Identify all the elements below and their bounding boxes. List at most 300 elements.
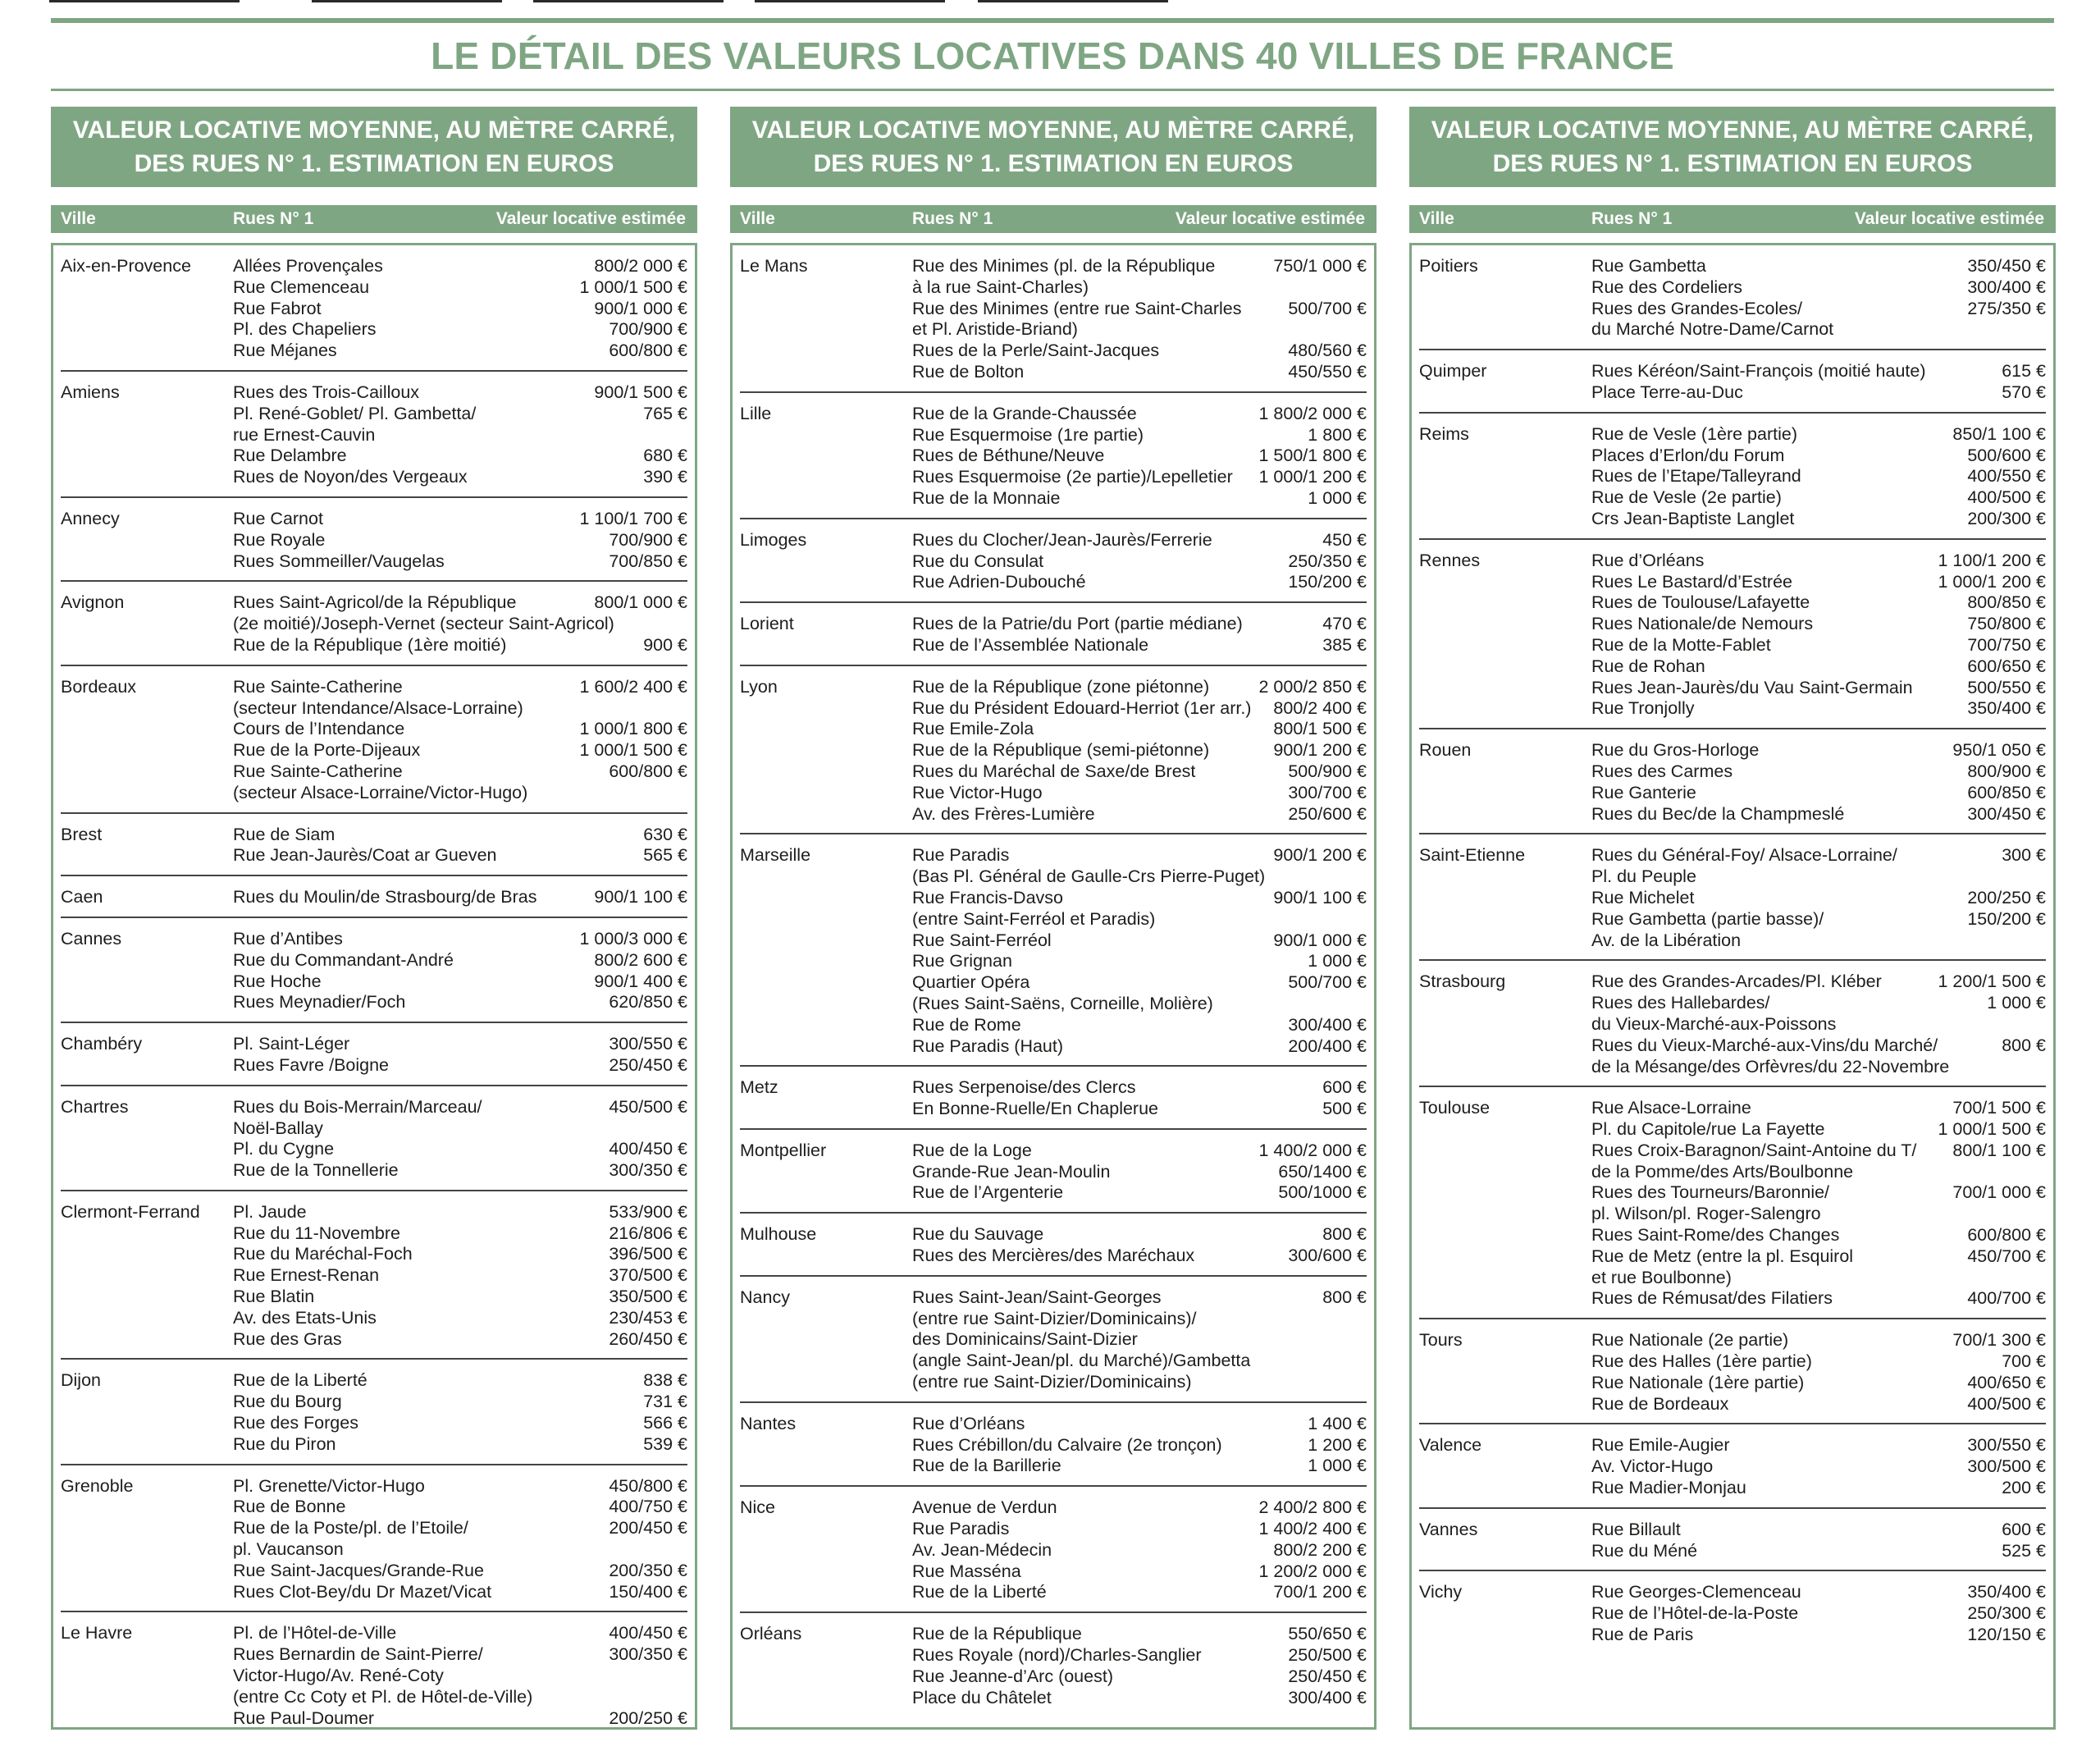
street-name: Rues du Bec/de la Champmeslé <box>1591 803 1845 824</box>
table-row <box>1591 1035 2046 1057</box>
table-row <box>912 951 1367 972</box>
city-name: Cannes <box>61 928 122 949</box>
rental-value: 400/550 € <box>1967 466 2046 487</box>
street-list <box>233 592 687 656</box>
city-name: Dijon <box>61 1370 101 1391</box>
table-row <box>233 1476 687 1497</box>
table-row <box>912 446 1367 467</box>
table-row <box>233 1666 687 1687</box>
rental-value: 600/800 € <box>609 761 687 781</box>
table-row <box>912 1287 1367 1309</box>
street-name: Rues des Hallebardes/ <box>1591 993 1770 1013</box>
street-name: Rue Gambetta (partie basse)/ <box>1591 908 1824 929</box>
table-row <box>233 299 687 320</box>
street-name: (secteur Alsace-Lorraine/Victor-Hugo) <box>233 782 528 802</box>
street-name: Rue Saint-Ferréol <box>912 930 1052 950</box>
rental-value: 1 000 € <box>1308 487 1367 508</box>
street-name: Rue Francis-Davso <box>912 887 1063 907</box>
rental-value: 600/800 € <box>609 341 687 361</box>
rental-value <box>1360 1329 1367 1351</box>
table-row <box>912 1582 1367 1603</box>
street-name: Rue de la République <box>912 1624 1082 1644</box>
street-name: Rue d’Orléans <box>912 1413 1025 1433</box>
rental-value: 400/500 € <box>1967 487 2046 508</box>
street-list <box>912 530 1367 593</box>
street-list <box>1591 1098 2046 1310</box>
section-heading-line1: VALEUR LOCATIVE MOYENNE, AU MÈTRE CARRÉ, <box>72 117 676 144</box>
rental-value: 150/400 € <box>609 1581 687 1602</box>
rental-value: 300/550 € <box>1967 1435 2046 1456</box>
city-block <box>61 372 687 498</box>
rental-value <box>681 425 687 446</box>
table-row <box>233 887 687 908</box>
rental-value: 700/1 000 € <box>1952 1182 2046 1203</box>
city-name: Le Mans <box>740 256 808 276</box>
rental-value: 200/250 € <box>609 1707 687 1728</box>
city-block <box>61 1086 687 1191</box>
rental-value: 400/700 € <box>1967 1288 2046 1309</box>
street-name: Av. de la Libération <box>1591 930 1742 950</box>
street-list <box>1591 551 2046 720</box>
rental-value: 600 € <box>1322 1077 1367 1098</box>
table-row <box>912 277 1367 299</box>
rental-value: 570 € <box>2002 382 2046 402</box>
street-name: Rue de la Tonnellerie <box>233 1160 399 1181</box>
rental-value: 385 € <box>1322 634 1367 655</box>
table-row <box>912 1456 1367 1477</box>
street-name: Rues Saint-Agricol/de la République <box>233 592 517 613</box>
rental-value: 200/350 € <box>609 1560 687 1580</box>
city-block <box>740 1403 1367 1487</box>
city-name: Le Havre <box>61 1623 133 1643</box>
street-list <box>912 1624 1367 1708</box>
street-list <box>1591 1330 2046 1415</box>
street-name: Rue Ernest-Renan <box>233 1265 380 1286</box>
city-name: Avignon <box>61 592 125 613</box>
rental-value: 1 200/2 000 € <box>1258 1561 1367 1581</box>
street-name: (Bas Pl. Général de Gaulle-Crs Pierre-Puget) <box>912 866 1266 887</box>
table-row <box>1591 466 2046 487</box>
rental-value: 900/1 000 € <box>594 298 687 318</box>
title-bottom-rule <box>51 89 2054 91</box>
table-row <box>912 1645 1367 1666</box>
street-name: Rue de Rome <box>912 1014 1021 1035</box>
rental-value: 1 400/2 400 € <box>1258 1519 1367 1539</box>
table-row <box>1591 382 2046 404</box>
table-row <box>233 992 687 1013</box>
table-row <box>233 1497 687 1518</box>
top-rule <box>755 0 945 2</box>
street-name: Rues de la Patrie/du Port (partie médiane) <box>912 614 1243 634</box>
table-row <box>233 698 687 720</box>
table-row <box>233 783 687 804</box>
city-name: Nancy <box>740 1287 790 1307</box>
rental-value: 731 € <box>643 1392 687 1412</box>
street-name: Rue Nationale (1ère partie) <box>1591 1372 1805 1392</box>
street-name: Rue de Paris <box>1591 1625 1694 1645</box>
street-name: Rues Kéréon/Saint-François (moitié haute) <box>1591 361 1926 382</box>
table-row <box>1591 993 2046 1014</box>
street-name: Rues du Bois-Merrain/Marceau/ <box>233 1096 482 1117</box>
rental-value: 300/700 € <box>1288 782 1367 802</box>
rental-value: 900/1 500 € <box>594 382 687 402</box>
rental-value: 450/550 € <box>1288 361 1367 382</box>
table-row <box>912 256 1367 277</box>
street-name: Rue Tronjolly <box>1591 698 1695 719</box>
table-row <box>233 825 687 846</box>
street-list <box>912 845 1367 1057</box>
city-name: Aix-en-Provence <box>61 256 191 276</box>
rental-value <box>2039 1057 2046 1078</box>
street-list <box>233 1370 687 1455</box>
city-block <box>61 1023 687 1086</box>
header-street-label: Rues N° 1 <box>1591 209 1673 228</box>
table-row <box>233 1287 687 1308</box>
rental-value <box>1360 1372 1367 1393</box>
street-name: du Vieux-Marché-aux-Poissons <box>1591 1013 1837 1034</box>
rental-value: 765 € <box>643 403 687 423</box>
table-row <box>233 1055 687 1077</box>
street-name: Rue d’Orléans <box>1591 550 1705 570</box>
street-name: Rues du Vieux-Marché-aux-Vins/du Marché/ <box>1591 1035 1938 1055</box>
city-name: Chambéry <box>61 1034 143 1054</box>
section-heading <box>730 107 1376 187</box>
street-name: Rues du Maréchal de Saxe/de Brest <box>912 761 1196 781</box>
rental-value: 700/900 € <box>609 529 687 550</box>
rental-value: 566 € <box>643 1413 687 1433</box>
street-name: Rues des Grandes-Ecoles/ <box>1591 298 1802 318</box>
table-row <box>912 404 1367 425</box>
table-row <box>233 1118 687 1140</box>
city-block <box>1419 414 2046 540</box>
rental-value: 200/400 € <box>1288 1035 1367 1056</box>
table-row <box>233 1413 687 1434</box>
city-name: Strasbourg <box>1419 971 1506 992</box>
street-name: Rues du Moulin/de Strasbourg/de Bras <box>233 887 537 907</box>
street-list <box>1591 1520 2046 1562</box>
street-name: Rue de l’Hôtel-de-la-Poste <box>1591 1603 1799 1624</box>
street-name: Rue de la Grande-Chaussée <box>912 403 1137 423</box>
table-row <box>912 1246 1367 1267</box>
city-block <box>1419 1571 2046 1653</box>
street-list <box>912 1141 1367 1204</box>
table-row <box>233 1329 687 1351</box>
table-row <box>1591 635 2046 656</box>
city-block <box>1419 350 2046 414</box>
rental-value: 396/500 € <box>609 1244 687 1264</box>
column-header-bar <box>730 205 1376 233</box>
table-row <box>1591 698 2046 720</box>
table-row <box>912 1224 1367 1246</box>
header-city-label: Ville <box>61 209 96 228</box>
rental-value: 700/1 500 € <box>1952 1098 2046 1118</box>
city-name: Brest <box>61 824 103 844</box>
street-list <box>1591 424 2046 530</box>
table-row <box>912 551 1367 573</box>
rental-value: 1 500/1 800 € <box>1258 446 1367 466</box>
rental-value: 650/1400 € <box>1278 1161 1367 1182</box>
street-name: Grande-Rue Jean-Moulin <box>912 1161 1111 1182</box>
rental-value: 1 200 € <box>1308 1434 1367 1455</box>
rental-value: 800/1 000 € <box>594 592 687 613</box>
street-name: Avenue de Verdun <box>912 1497 1057 1518</box>
table-row <box>1591 888 2046 909</box>
city-block <box>740 1130 1367 1214</box>
rental-value: 1 000/1 800 € <box>579 719 687 739</box>
table-row <box>1591 1373 2046 1394</box>
section-heading <box>51 107 697 187</box>
table-row <box>233 404 687 425</box>
rental-value: 400/450 € <box>609 1623 687 1643</box>
rental-value: 838 € <box>643 1370 687 1391</box>
rental-value: 750/800 € <box>1967 614 2046 634</box>
street-name: (entre rue Saint-Dizier/Dominicains)/ <box>912 1308 1197 1328</box>
street-name: Rue du Sauvage <box>912 1224 1044 1245</box>
table-row <box>912 909 1367 930</box>
street-name: et Pl. Aristide-Briand) <box>912 319 1078 340</box>
rental-value: 900 € <box>643 634 687 655</box>
street-name: Victor-Hugo/Av. René-Coty <box>233 1666 444 1686</box>
table-row <box>912 1036 1367 1058</box>
street-name: Rue du Piron <box>233 1433 336 1454</box>
street-name: Rue de Vesle (2e partie) <box>1591 487 1782 508</box>
street-name: Rues de la Perle/Saint-Jacques <box>912 341 1160 361</box>
city-name: Orléans <box>740 1624 802 1644</box>
street-name: Rues Saint-Rome/des Changes <box>1591 1225 1840 1246</box>
table-row <box>233 614 687 635</box>
rental-value: 300/350 € <box>609 1644 687 1665</box>
rental-value: 350/400 € <box>1967 698 2046 719</box>
street-name: Rues Favre /Boigne <box>233 1054 390 1075</box>
street-list <box>233 887 687 908</box>
table-row <box>912 488 1367 510</box>
street-name: Rue de Rohan <box>1591 656 1705 676</box>
street-list <box>912 1414 1367 1477</box>
city-table <box>51 243 697 1730</box>
street-name: Rues Saint-Jean/Saint-Georges <box>912 1287 1162 1307</box>
header-city-label: Ville <box>740 209 775 228</box>
street-list <box>233 256 687 362</box>
table-row <box>233 425 687 446</box>
title-top-rule <box>51 18 2054 23</box>
street-name: Pl. du Capitole/rue La Fayette <box>1591 1119 1825 1140</box>
street-list <box>912 1077 1367 1120</box>
street-name: Rue Ganterie <box>1591 782 1696 802</box>
street-name: Rue Emile-Zola <box>912 719 1034 739</box>
street-name: Rue Jeanne-d’Arc (ouest) <box>912 1666 1113 1686</box>
street-name: (secteur Intendance/Alsace-Lorraine) <box>233 697 523 718</box>
table-row <box>233 1708 687 1730</box>
rental-value: 800/900 € <box>1967 761 2046 781</box>
rental-value: 550/650 € <box>1288 1624 1367 1644</box>
street-name: Rue Madier-Monjau <box>1591 1478 1746 1498</box>
city-name: Annecy <box>61 508 120 528</box>
street-name: Rue de la Liberté <box>912 1582 1047 1602</box>
table-row <box>912 1435 1367 1456</box>
rental-value <box>1360 994 1367 1015</box>
street-name: Rues des Mercières/des Maréchaux <box>912 1246 1195 1266</box>
street-name: Rue des Cordeliers <box>1591 277 1743 297</box>
street-name: Rue des Halles (1ère partie) <box>1591 1351 1812 1372</box>
city-block <box>1419 961 2046 1087</box>
street-name: Pl. René-Goblet/ Pl. Gambetta/ <box>233 403 477 423</box>
table-row <box>1591 1456 2046 1478</box>
street-name: Pl. Saint-Léger <box>233 1034 350 1054</box>
table-row <box>912 1329 1367 1351</box>
street-name: Rues de Rémusat/des Filatiers <box>1591 1288 1833 1309</box>
street-name: Rue Sainte-Catherine <box>233 761 403 781</box>
rental-value: 250/300 € <box>1967 1603 2046 1624</box>
city-block <box>740 1613 1367 1717</box>
street-name: Rue Hoche <box>233 971 322 991</box>
section-heading-line2: DES RUES N° 1. ESTIMATION EN EUROS <box>813 150 1294 177</box>
city-block <box>1419 540 2046 729</box>
table-row <box>233 1687 687 1708</box>
table-row <box>1591 361 2046 382</box>
rental-value <box>1360 319 1367 341</box>
table-row <box>233 509 687 530</box>
city-block <box>740 1277 1367 1403</box>
street-list <box>1591 740 2046 825</box>
table-row <box>1591 1582 2046 1603</box>
rental-value: 750/1 000 € <box>1273 256 1367 276</box>
table-row <box>1591 930 2046 952</box>
rental-value: 600 € <box>2002 1519 2046 1539</box>
table-row <box>912 341 1367 362</box>
city-block <box>740 245 1367 393</box>
rental-value: 350/450 € <box>1967 256 2046 276</box>
street-name: Rue Méjanes <box>233 341 337 361</box>
street-name: Rue Royale <box>233 529 326 550</box>
street-name: Rue Delambre <box>233 446 347 466</box>
table-row <box>1591 1520 2046 1541</box>
table-row <box>1591 1057 2046 1078</box>
table-row <box>1591 1014 2046 1035</box>
city-name: Tours <box>1419 1330 1463 1351</box>
table-row <box>233 1097 687 1118</box>
header-city-label: Ville <box>1419 209 1454 228</box>
table-row <box>233 971 687 993</box>
rental-value: 1 800/2 000 € <box>1258 403 1367 423</box>
city-block <box>61 814 687 877</box>
rental-value: 200/300 € <box>1967 508 2046 528</box>
rental-value: 700/1 200 € <box>1273 1582 1367 1602</box>
rental-value: 700/750 € <box>1967 634 2046 655</box>
street-name: Rue Carnot <box>233 508 323 528</box>
street-name: Pl. de l’Hôtel-de-Ville <box>233 1623 397 1643</box>
rental-value <box>1360 1351 1367 1372</box>
rental-value: 300/400 € <box>1288 1014 1367 1035</box>
rental-value <box>2039 319 2046 341</box>
rental-value: 250/450 € <box>609 1054 687 1075</box>
city-block <box>61 498 687 582</box>
table-row <box>1591 1625 2046 1646</box>
street-name: Rue de la Motte-Fablet <box>1591 634 1771 655</box>
city-name: Nice <box>740 1497 776 1518</box>
table-row <box>912 1182 1367 1204</box>
table-row <box>1591 1162 2046 1183</box>
rental-value: 200/450 € <box>609 1518 687 1538</box>
street-list <box>233 1097 687 1182</box>
table-row <box>1591 678 2046 699</box>
street-name: Rue du Gros-Horloge <box>1591 740 1760 761</box>
rental-value: 500 € <box>1322 1099 1367 1119</box>
table-row <box>233 1623 687 1644</box>
street-name: Rue de l’Assemblée Nationale <box>912 634 1149 655</box>
table-row <box>1591 971 2046 993</box>
table-row <box>912 362 1367 383</box>
street-name: Rue Alsace-Lorraine <box>1591 1098 1751 1118</box>
rental-value: 275/350 € <box>1967 298 2046 318</box>
rental-value: 350/400 € <box>1967 1582 2046 1602</box>
rental-value: 250/350 € <box>1288 551 1367 571</box>
rental-value <box>681 614 687 635</box>
table-row <box>912 1540 1367 1561</box>
street-name: Quartier Opéra <box>912 972 1030 993</box>
street-name: Rues du Général-Foy/ Alsace-Lorraine/ <box>1591 845 1897 866</box>
street-name: Rue de la République (zone piétonne) <box>912 676 1210 697</box>
table-row <box>912 425 1367 446</box>
rental-value: 250/600 € <box>1288 803 1367 824</box>
street-name: Rue des Minimes (entre rue Saint-Charles <box>912 298 1242 318</box>
street-name: Rues Clot-Bey/du Dr Mazet/Vicat <box>233 1581 492 1602</box>
rental-value <box>681 698 687 720</box>
city-block <box>1419 834 2046 961</box>
rental-value: 800/850 € <box>1967 592 2046 613</box>
top-rule <box>978 0 1168 2</box>
street-name: du Marché Notre-Dame/Carnot <box>1591 319 1834 340</box>
street-name: Rue de Siam <box>233 824 336 844</box>
rental-value: 300/400 € <box>1967 277 2046 297</box>
street-list <box>233 1034 687 1077</box>
street-list <box>233 677 687 804</box>
table-row <box>912 866 1367 888</box>
street-list <box>912 1224 1367 1267</box>
street-name: Rues des Tourneurs/Baronnie/ <box>1591 1182 1830 1203</box>
table-row <box>912 1309 1367 1330</box>
rental-value: 900/1 100 € <box>594 887 687 907</box>
street-name: Rues Esquermoise (2e partie)/Lepelletier <box>912 467 1233 487</box>
table-row <box>233 1160 687 1182</box>
rental-value: 900/1 100 € <box>1273 887 1367 907</box>
street-name: Rue Saint-Jacques/Grande-Rue <box>233 1560 484 1580</box>
rental-value: 500/1000 € <box>1278 1182 1367 1203</box>
rental-value <box>681 1539 687 1561</box>
rental-value: 533/900 € <box>609 1201 687 1222</box>
city-table <box>730 243 1376 1730</box>
table-row <box>912 572 1367 593</box>
rental-value <box>2039 930 2046 952</box>
street-list <box>1591 256 2046 341</box>
street-name: Rue de la République (semi-piétonne) <box>912 740 1210 761</box>
rental-value: 800/1 100 € <box>1952 1140 2046 1160</box>
street-name: Rue de Metz (entre la pl. Esquirol <box>1591 1246 1854 1266</box>
street-list <box>912 677 1367 825</box>
table-row <box>912 888 1367 909</box>
street-name: Rue du Consulat <box>912 551 1044 571</box>
rental-value: 630 € <box>643 824 687 844</box>
rental-value: 2 400/2 800 € <box>1258 1497 1367 1518</box>
street-name: Rue Sainte-Catherine <box>233 676 403 697</box>
rental-value: 800 € <box>1322 1224 1367 1245</box>
street-name: Rue Nationale (2e partie) <box>1591 1330 1789 1351</box>
street-name: Rues des Trois-Cailloux <box>233 382 420 402</box>
street-list <box>233 825 687 867</box>
table-row <box>1591 1225 2046 1246</box>
street-name: Rues Sommeiller/Vaugelas <box>233 551 445 571</box>
city-name: Vichy <box>1419 1582 1463 1602</box>
street-name: Rue Emile-Augier <box>1591 1435 1730 1456</box>
